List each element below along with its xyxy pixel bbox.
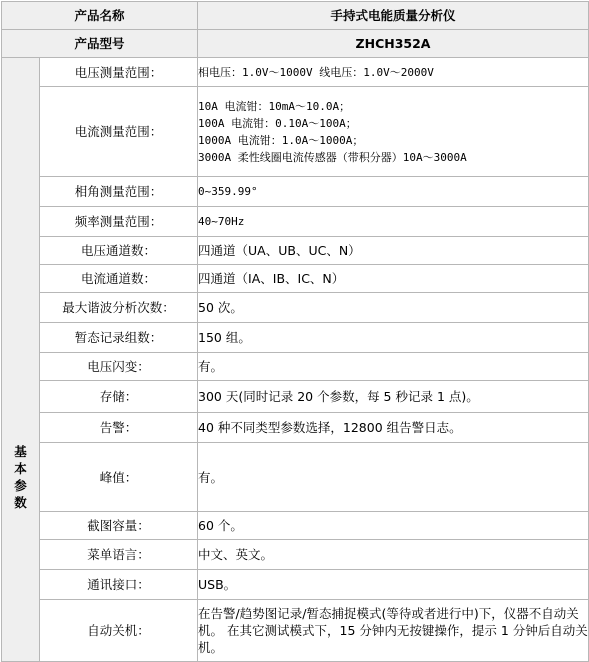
param-value (198, 512, 589, 540)
param-value-line: 1000A 电流钳：1.0A～1000A； (198, 133, 364, 147)
param-label: 相角测量范围： (40, 177, 198, 207)
param-label: 自动关机： (40, 600, 198, 662)
param-value-line: 40~70Hz (198, 215, 245, 228)
param-value (198, 87, 589, 177)
param-value (198, 540, 589, 570)
param-label: 通讯接口： (40, 570, 198, 600)
param-value-line: 60 个。 (198, 518, 243, 533)
param-row (2, 413, 589, 443)
param-value (198, 265, 589, 293)
product-name-label: 产品名称 (2, 2, 198, 30)
product-name-value: 手持式电能质量分析仪 (198, 2, 589, 30)
param-value (198, 353, 589, 381)
param-row (2, 540, 589, 570)
param-row (2, 177, 589, 207)
param-value (198, 177, 589, 207)
param-row (2, 207, 589, 237)
param-value (198, 58, 589, 87)
param-row (2, 237, 589, 265)
param-row (2, 58, 589, 87)
product-model-value: ZHCH352A (198, 30, 589, 58)
param-row (2, 353, 589, 381)
group-cell (2, 58, 40, 87)
spec-table (1, 1, 589, 662)
header-row-name (2, 2, 589, 30)
param-value-line: 四通道（IA、IB、IC、N） (198, 271, 345, 286)
group-label-char: 基 (14, 444, 27, 459)
param-label: 存储： (40, 381, 198, 413)
group-cell (2, 293, 40, 323)
param-value (198, 600, 589, 662)
param-label: 菜单语言： (40, 540, 198, 570)
param-label: 暂态记录组数： (40, 323, 198, 353)
param-row (2, 265, 589, 293)
param-label: 电压测量范围： (40, 58, 198, 87)
header-row-model (2, 30, 589, 58)
param-value (198, 207, 589, 237)
group-label-char: 参 (14, 478, 27, 493)
param-value-line: 0~359.99° (198, 185, 258, 198)
group-label-char: 本 (14, 461, 27, 476)
param-value-line: 相电压：1.0V～1000V 线电压：1.0V～2000V (198, 65, 434, 79)
param-value-line: 有。 (198, 469, 224, 485)
param-label: 截图容量： (40, 512, 198, 540)
param-row (2, 600, 589, 662)
param-value-line: 50 次。 (198, 300, 243, 315)
param-label: 电压闪变： (40, 353, 198, 381)
param-value-line: 150 组。 (198, 330, 251, 345)
group-cell (2, 512, 40, 540)
param-label: 峰值： (40, 443, 198, 512)
param-value (198, 293, 589, 323)
param-value-line: USB。 (198, 577, 237, 592)
param-value-line: 四通道（UA、UB、UC、N） (198, 243, 361, 258)
group-label-char: 数 (14, 495, 27, 510)
param-value-line: 100A 电流钳：0.10A～100A； (198, 116, 357, 130)
param-value (198, 570, 589, 600)
param-row (2, 381, 589, 413)
param-row (2, 87, 589, 177)
param-label: 最大谐波分析次数： (40, 293, 198, 323)
param-row (2, 570, 589, 600)
product-model-label: 产品型号 (2, 30, 198, 58)
param-row (2, 443, 589, 512)
group-cell (2, 413, 40, 443)
group-cell (2, 237, 40, 265)
param-row (2, 293, 589, 323)
param-value (198, 323, 589, 353)
group-label-basic-params (2, 443, 40, 512)
group-cell (2, 540, 40, 570)
param-value-line: 在告警/趋势图记录/暂态捕捉模式(等待或者进行中)下，仪器不自动关机。 在其它测试模式下，15 分钟内无按键操作，提示 1 分钟后自动关机。 (198, 606, 588, 655)
param-value-line: 300 天(同时记录 20 个参数，每 5 秒记录 1 点)。 (198, 389, 479, 404)
param-label: 电流通道数： (40, 265, 198, 293)
param-label: 电流测量范围： (40, 87, 198, 177)
group-cell (2, 570, 40, 600)
param-value-line: 3000A 柔性线圈电流传感器（带积分器）10A～3000A (198, 150, 467, 164)
param-row (2, 512, 589, 540)
param-row (2, 323, 589, 353)
param-value-line: 40 种不同类型参数选择，12800 组告警日志。 (198, 420, 462, 435)
group-cell (2, 323, 40, 353)
param-value (198, 237, 589, 265)
group-cell (2, 207, 40, 237)
param-value (198, 413, 589, 443)
group-cell (2, 177, 40, 207)
group-cell (2, 87, 40, 177)
param-value (198, 443, 589, 512)
group-cell (2, 381, 40, 413)
group-cell (2, 265, 40, 293)
param-label: 电压通道数： (40, 237, 198, 265)
param-value-line: 10A 电流钳：10mA～10.0A； (198, 99, 351, 113)
param-value (198, 381, 589, 413)
param-value-line: 有。 (198, 359, 224, 374)
group-cell (2, 600, 40, 662)
group-cell (2, 353, 40, 381)
param-value-line: 中文、英文。 (198, 547, 274, 562)
param-label: 频率测量范围： (40, 207, 198, 237)
param-label: 告警： (40, 413, 198, 443)
